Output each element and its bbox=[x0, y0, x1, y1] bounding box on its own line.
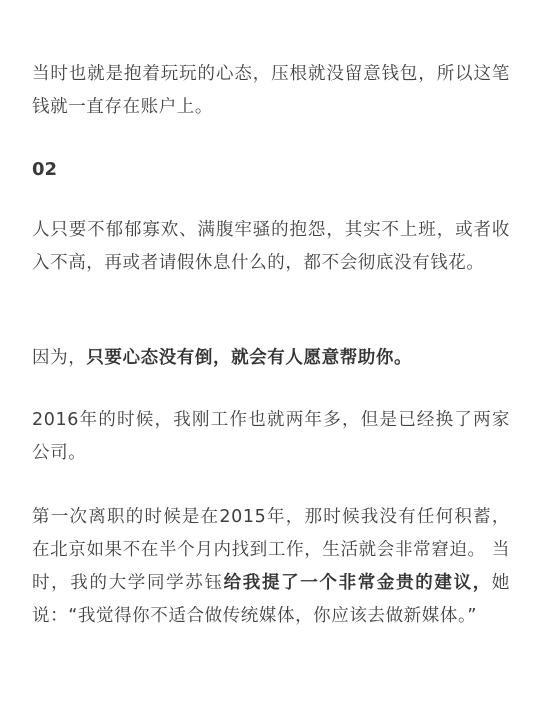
paragraph-3-prefix: 因为， bbox=[32, 348, 87, 368]
paragraph-1-text: 当时也就是抱着玩玩的心态，压根就没留意钱包，所以这笔钱就一直存在账户上。 bbox=[32, 64, 510, 117]
paragraph-3 bbox=[32, 342, 510, 375]
paragraph-4 bbox=[32, 404, 510, 470]
paragraph-2-text: 人只要不郁郁寡欢、满腹牢骚的抱怨，其实不上班，或者收入不高，再或者请假休息什么的，都不会彻底没有钱花。 bbox=[32, 220, 510, 273]
paragraph-2 bbox=[32, 214, 510, 280]
paragraph-3-bold: 只要心态没有倒，就会有人愿意帮助你。 bbox=[86, 348, 413, 368]
section-number bbox=[32, 153, 57, 186]
paragraph-1 bbox=[32, 58, 510, 124]
paragraph-5-bold: 给我提了一个非常金贵的建议， bbox=[223, 573, 492, 593]
section-number-text: 02 bbox=[32, 159, 58, 180]
paragraph-5 bbox=[32, 501, 510, 633]
paragraph-5-part1: 第一次离职的时候是在2015年，那时候我没有任何积蓄，在北京如果不在半个月内找到工作，生活就会非常窘迫。 当时，我的大学同学苏钰 bbox=[32, 507, 510, 593]
paragraph-4-text: 2016年的时候，我刚工作也就两年多，但是已经换了两家公司。 bbox=[32, 410, 510, 463]
paragraph-5-part2: 她说：“我觉得你不适合做传统媒体，你应该去做新媒体。” bbox=[32, 573, 510, 626]
